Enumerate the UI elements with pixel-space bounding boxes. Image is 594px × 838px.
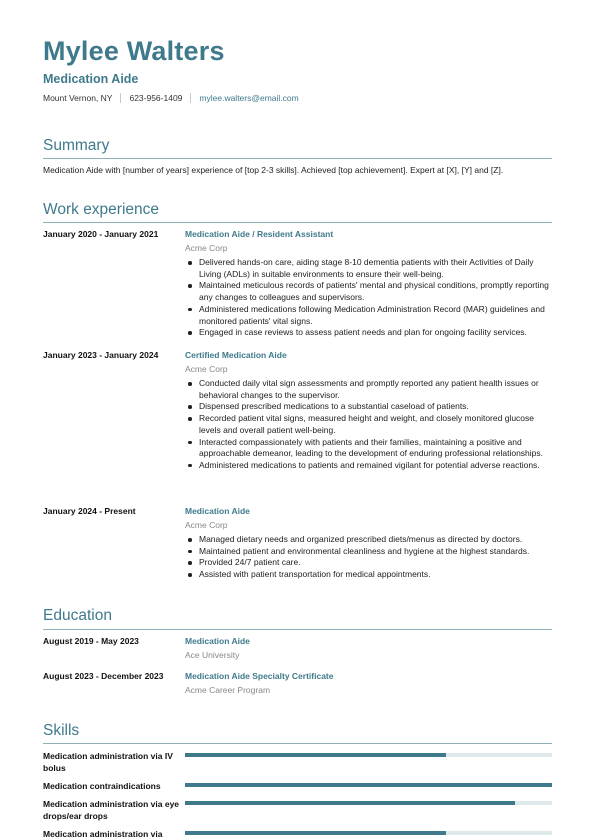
bullet-item: Maintained meticulous records of patients' mental and physical conditions, promptly reporting any changes to colleagues and supervisors.	[185, 280, 552, 303]
bullet-item: Recorded patient vital signs, measured height and weight, and closely monitored glucose levels and overall patient well-being.	[185, 413, 552, 436]
entry-organization: Acme Career Program	[185, 685, 271, 695]
entry-body	[185, 350, 552, 472]
bullet-item: Provided 24/7 patient care.	[185, 557, 552, 569]
section-divider	[43, 222, 552, 223]
skill-label: Medication administration via	[43, 829, 163, 838]
bullet-item: Maintained patient and environmental cleanliness and hygiene at the highest standards.	[185, 546, 552, 558]
section-divider	[43, 743, 552, 744]
skill-level-fill	[185, 801, 515, 805]
bullet-item: Assisted with patient transportation for medical appointments.	[185, 569, 552, 581]
bullet-list	[185, 257, 552, 339]
phone-text: 623-956-1409	[129, 93, 183, 103]
entry-title: Medication Aide Specialty Certificate	[185, 671, 334, 681]
entry-title: Medication Aide	[185, 506, 250, 516]
section-divider	[43, 629, 552, 630]
section-divider	[43, 158, 552, 159]
bullet-item: Administered medications following Medication Administration Record (MAR) guidelines and monitored patients' vital signs.	[185, 304, 552, 327]
summary-text: Medication Aide with [number of years] experience of [top 2-3 skills]. Achieved [top achievement]. Expert at [X], [Y] and [Z].	[43, 165, 504, 175]
entry-date: January 2020 - January 2021	[43, 229, 159, 239]
skill-level-fill	[185, 753, 446, 757]
entry-body	[185, 671, 552, 699]
entry-organization: Acme Corp	[185, 364, 228, 374]
candidate-role: Medication Aide	[43, 72, 139, 86]
bullet-item: Conducted daily vital sign assessments and promptly reported any patient health issues or behavioral changes to the supervisor.	[185, 378, 552, 401]
candidate-name: Mylee Walters	[43, 36, 225, 66]
skills-heading: Skills	[43, 722, 80, 739]
skill-level-bar	[185, 753, 552, 757]
entry-date: August 2019 - May 2023	[43, 636, 139, 646]
entry-date: January 2024 - Present	[43, 506, 136, 516]
entry-date: January 2023 - January 2024	[43, 350, 159, 360]
skill-level-bar	[185, 801, 552, 805]
entry-title: Medication Aide / Resident Assistant	[185, 229, 334, 239]
entry-date: August 2023 - December 2023	[43, 671, 164, 681]
skill-level-fill	[185, 831, 446, 835]
entry-title: Certified Medication Aide	[185, 350, 287, 360]
skill-level-bar	[185, 783, 552, 787]
skill-label: Medication administration via eye drops/ear drops	[43, 799, 180, 821]
contact-divider	[120, 93, 121, 103]
skill-level-fill	[185, 783, 552, 787]
entry-body	[185, 506, 552, 581]
entry-organization: Acme Corp	[185, 520, 228, 530]
contact-line	[43, 93, 299, 103]
summary-heading: Summary	[43, 137, 110, 154]
entry-body	[185, 229, 552, 339]
bullet-item: Interacted compassionately with patients and their families, maintaining a positive and approachable demeanor, leading to the development of enduring professional relationships.	[185, 437, 552, 460]
entry-title: Medication Aide	[185, 636, 250, 646]
contact-divider	[190, 93, 191, 103]
bullet-item: Managed dietary needs and organized prescribed diets/menus as directed by doctors.	[185, 534, 552, 546]
entry-organization: Ace University	[185, 650, 240, 660]
location-text: Mount Vernon, NY	[43, 93, 113, 103]
skill-label: Medication contraindications	[43, 781, 161, 791]
bullet-item: Delivered hands-on care, aiding stage 8-10 dementia patients with their Activities of Daily Living (ADLs) in suitable environments to ensure their well-being.	[185, 257, 552, 280]
work-experience-heading: Work experience	[43, 201, 160, 218]
skill-label: Medication administration via IV bolus	[43, 751, 173, 773]
bullet-list	[185, 534, 552, 581]
entry-organization: Acme Corp	[185, 243, 228, 253]
bullet-item: Administered medications to patients and remained vigilant for potential adverse reactions.	[185, 460, 552, 472]
education-heading: Education	[43, 607, 112, 624]
bullet-list	[185, 378, 552, 472]
bullet-item: Dispensed prescribed medications to a substantial caseload of patients.	[185, 401, 552, 413]
entry-body	[185, 636, 552, 664]
skill-level-bar	[185, 831, 552, 835]
email-link[interactable]: mylee.walters@email.com	[199, 93, 299, 103]
bullet-item: Engaged in case reviews to assess patient needs and plan for ongoing facility services.	[185, 327, 552, 339]
